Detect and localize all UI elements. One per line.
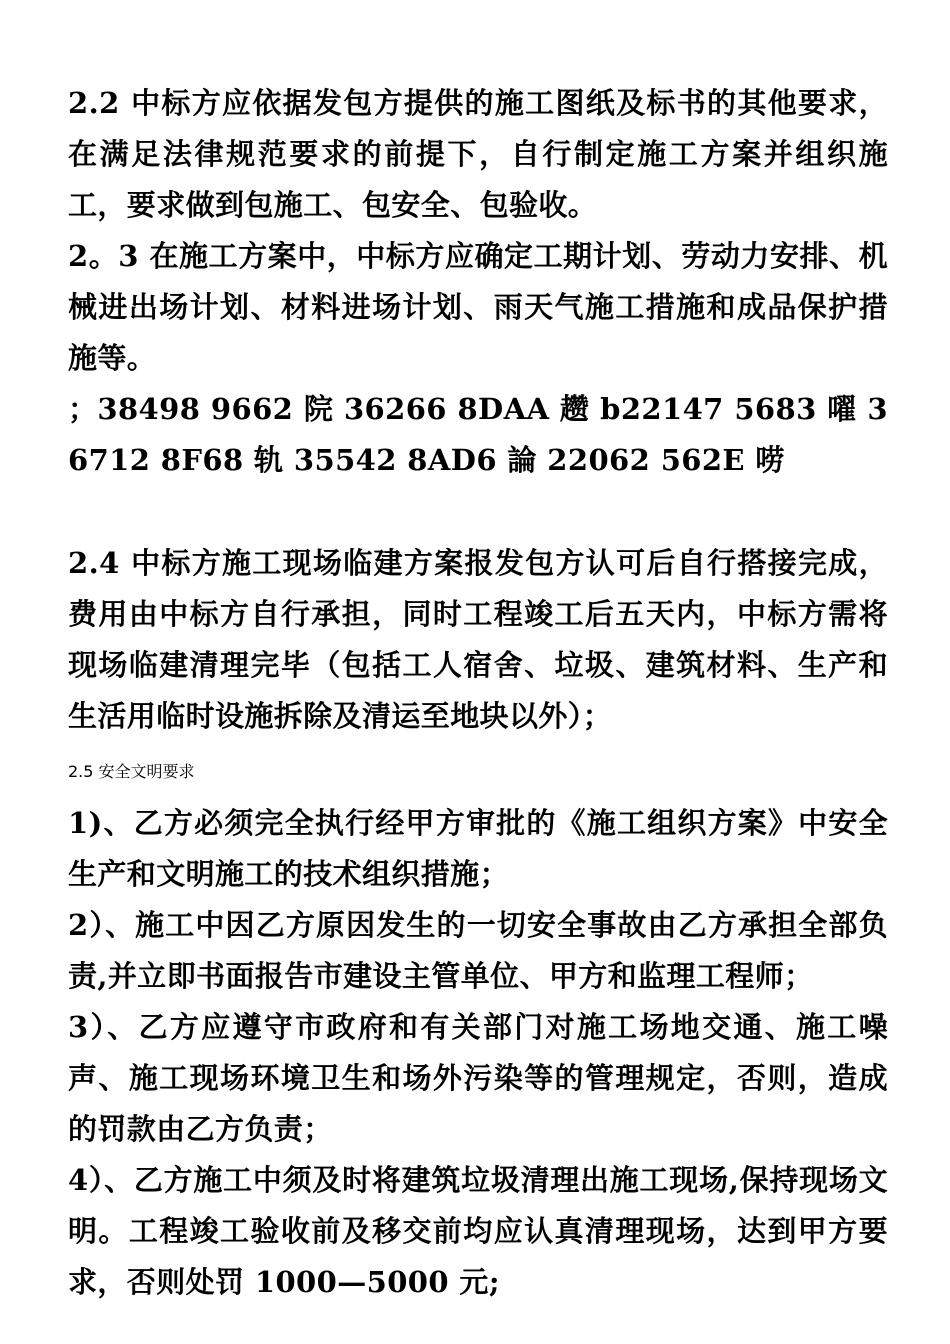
list-item-2: 2）、施工中因乙方原因发生的一切安全事故由乙方承担全部负责,并立即书面报告市建设主管单位、甲方和监理工程师； bbox=[68, 908, 888, 993]
list-item-4: 4）、乙方施工中须及时将建筑垃圾清理出施工现场,保持现场文明。工程竣工验收前及移交前均应认真清理现场，达到甲方要求，否则处罚 1000—5000 元; bbox=[68, 1163, 888, 1299]
section-heading-2-5: 2.5 安全文明要求 bbox=[68, 762, 195, 781]
paragraph-code-line: ；38498 9662 院 36266 8DAA 趱 b22147 5683 嚁 36712 8F68 轨 35542 8AD6 論 22062 562E 唠 bbox=[68, 392, 888, 477]
paragraph-gap bbox=[68, 486, 888, 538]
list-item-1: 1)、乙方必须完全执行经甲方审批的《施工组织方案》中安全生产和文明施工的技术组织措施； bbox=[68, 806, 888, 891]
paragraph-2-2: 2.2 中标方应依据发包方提供的施工图纸及标书的其他要求，在满足法律规范要求的前提下，自行制定施工方案并组织施工，要求做到包施工、包安全、包验收。 bbox=[68, 86, 888, 222]
document-page bbox=[68, 78, 888, 1308]
paragraph-2-4: 2.4 中标方施工现场临建方案报发包方认可后自行搭接完成，费用由中标方自行承担，同时工程竣工后五天内，中标方需将现场临建清理完毕（包括工人宿舍、垃圾、建筑材料、生产和生活用临时设施拆除及清运至地块以外）； bbox=[68, 546, 888, 733]
paragraph-2-3: 2。3 在施工方案中，中标方应确定工期计划、劳动力安排、机械进出场计划、材料进场计划、雨天气施工措施和成品保护措施等。 bbox=[68, 239, 888, 375]
list-item-3: 3）、乙方应遵守市政府和有关部门对施工场地交通、施工噪声、施工现场环境卫生和场外污染等的管理规定，否则，造成的罚款由乙方负责； bbox=[68, 1010, 888, 1146]
